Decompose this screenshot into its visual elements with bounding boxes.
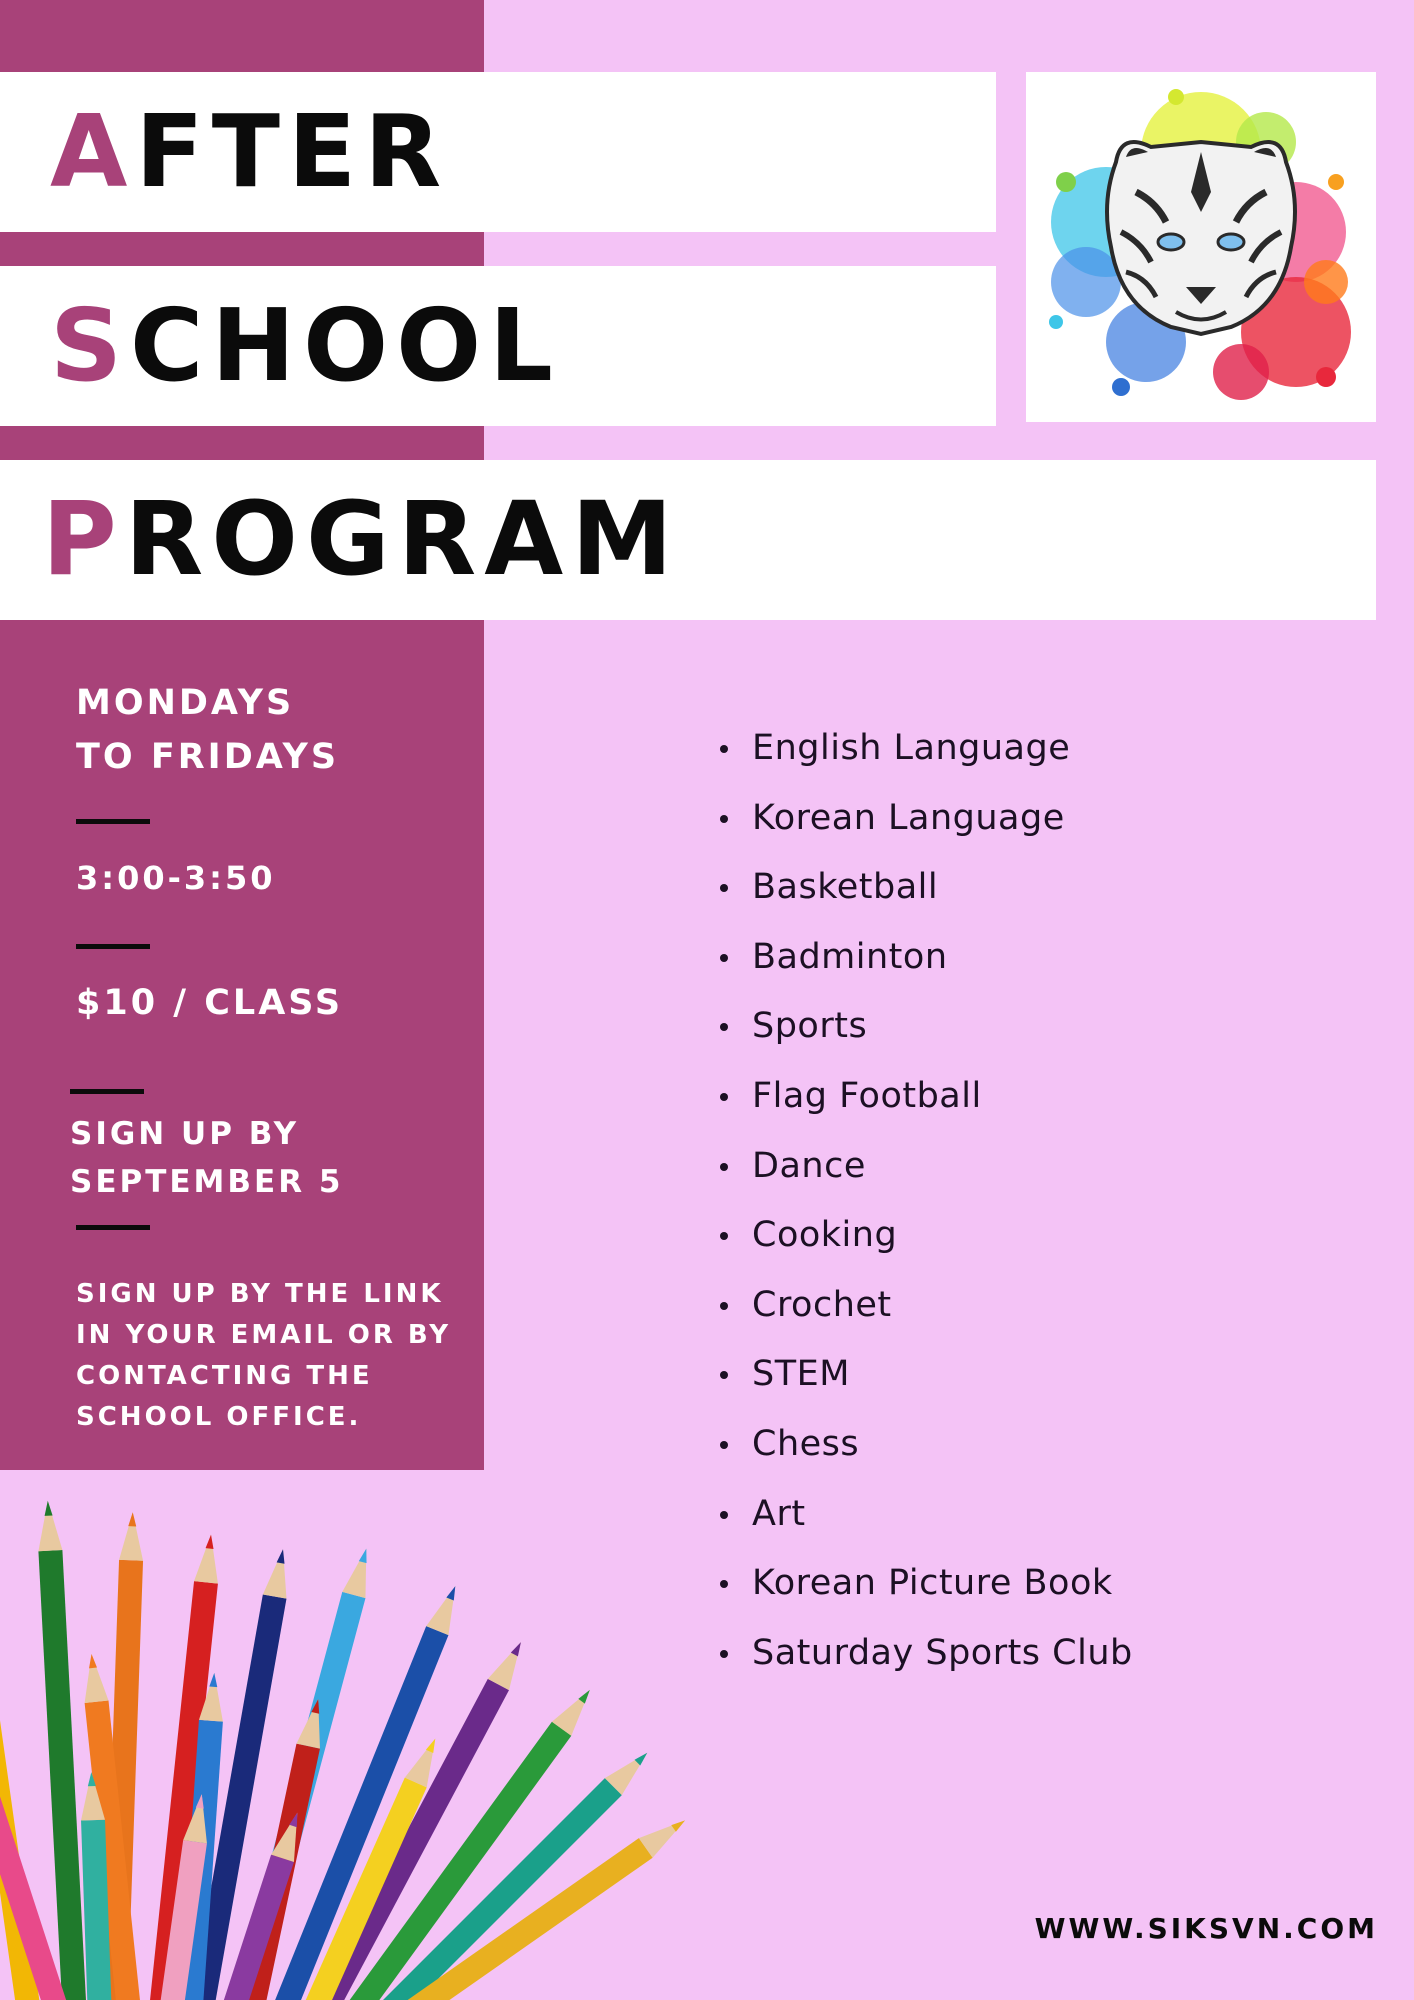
list-item: Crochet xyxy=(718,1275,1133,1345)
tiger-logo xyxy=(1026,72,1376,422)
list-item: Saturday Sports Club xyxy=(718,1623,1133,1693)
signup-line: SCHOOL OFFICE. xyxy=(76,1402,362,1432)
title-initial: A xyxy=(50,93,136,210)
title-word-school xyxy=(50,266,561,426)
list-item: Sports xyxy=(718,996,1133,1066)
title-initial: S xyxy=(50,287,131,404)
title-band-program xyxy=(0,460,1376,620)
list-item: STEM xyxy=(718,1344,1133,1414)
list-item: Chess xyxy=(718,1414,1133,1484)
tiger-paint-splash-icon xyxy=(1026,72,1376,422)
schedule-days xyxy=(76,676,339,784)
signup-deadline xyxy=(70,1110,343,1206)
list-item: English Language xyxy=(718,718,1133,788)
list-item: Korean Language xyxy=(718,788,1133,858)
list-item: Cooking xyxy=(718,1205,1133,1275)
schedule-days-line1: MONDAYS xyxy=(76,683,295,723)
title-band-after xyxy=(0,72,996,232)
colored-pencils-image xyxy=(0,1460,720,2000)
list-item: Art xyxy=(718,1484,1133,1554)
title-initial: P xyxy=(42,480,125,599)
title-band-school xyxy=(0,266,996,426)
list-item: Korean Picture Book xyxy=(718,1553,1133,1623)
divider xyxy=(70,1089,144,1094)
signup-deadline-line1: SIGN UP BY xyxy=(70,1116,300,1152)
divider xyxy=(76,1225,150,1230)
divider xyxy=(76,819,150,824)
signup-line: IN YOUR EMAIL OR BY xyxy=(76,1320,452,1350)
signup-line: SIGN UP BY THE LINK xyxy=(76,1279,444,1309)
schedule-days-line2: TO FRIDAYS xyxy=(76,737,340,777)
list-item: Flag Football xyxy=(718,1066,1133,1136)
list-item: Dance xyxy=(718,1136,1133,1206)
title-rest: FTER xyxy=(135,93,450,210)
list-item: Badminton xyxy=(718,927,1133,997)
activity-list xyxy=(718,718,1133,1692)
title-rest: CHOOL xyxy=(130,287,561,404)
title-rest: ROGRAM xyxy=(124,480,681,599)
website-url: WWW.SIKSVN.COM xyxy=(1034,1912,1378,1945)
list-item: Basketball xyxy=(718,857,1133,927)
title-word-program xyxy=(42,460,681,620)
signup-deadline-line2: SEPTEMBER 5 xyxy=(70,1164,344,1200)
divider xyxy=(76,944,150,949)
signup-line: CONTACTING THE xyxy=(76,1361,373,1391)
schedule-time: 3:00-3:50 xyxy=(76,859,276,897)
price: $10 / CLASS xyxy=(76,983,344,1023)
signup-instructions xyxy=(76,1274,451,1438)
title-word-after xyxy=(50,72,449,232)
